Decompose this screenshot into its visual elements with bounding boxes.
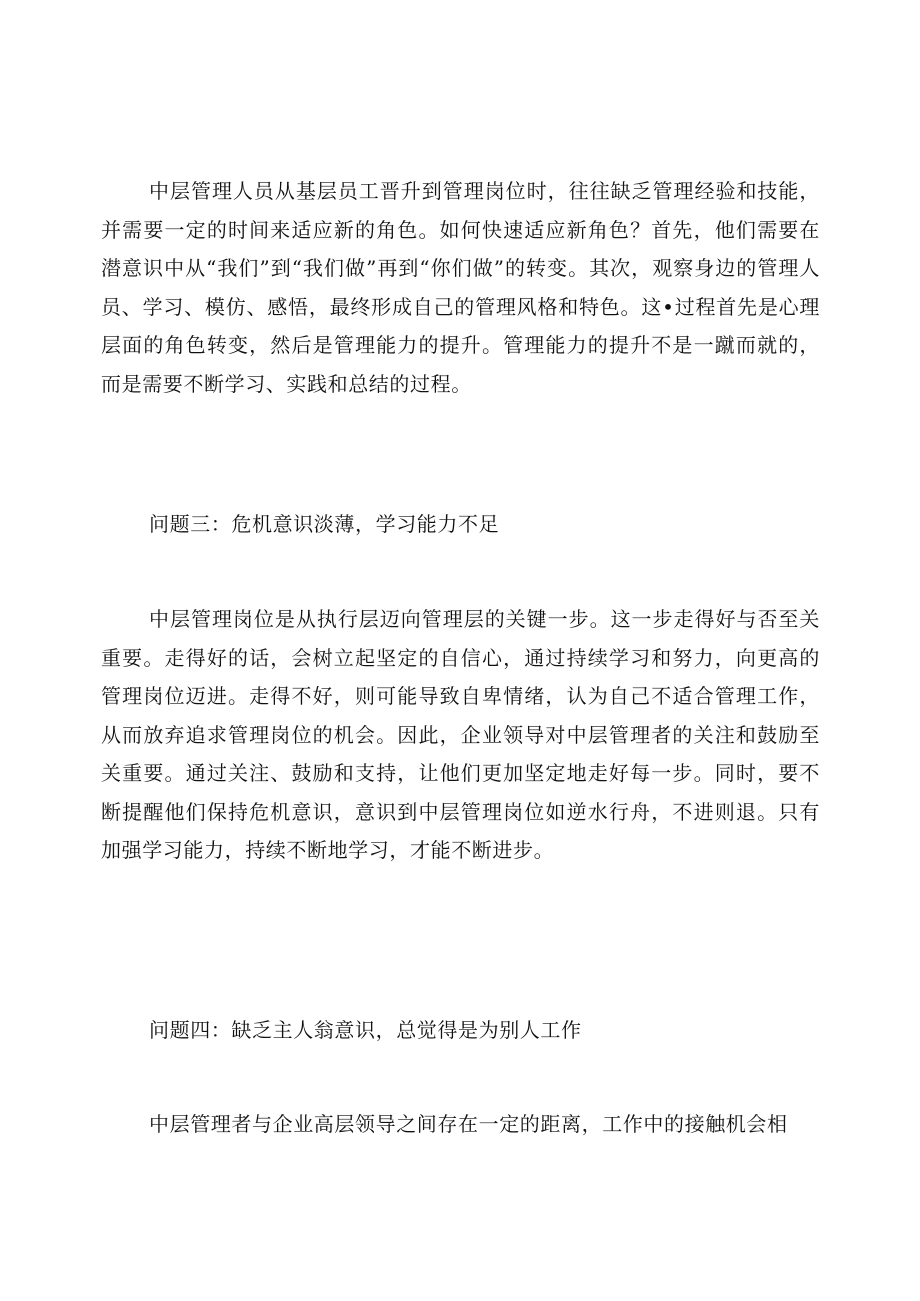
body-paragraph: 中层管理人员从基层员工晋升到管理岗位时，往往缺乏管理经验和技能，并需要一定的时间来适应新的角色。如何快速适应新角色？首先，他们需要在潜意识中从“我们”到“我们做”再到“你们做”的转变。其次，观察身边的管理人员、学习、模仿、感悟，最终形成自己的管理风格和特色。这•过程首先是心理层面的角色转变，然后是管理能力的提升。管理能力的提升不是一蹴而就的，而是需要不断学习、实践和总结的过程。 — [101, 179, 820, 396]
section-heading: 问题四：缺乏主人翁意识，总觉得是为别人工作 — [149, 1018, 582, 1042]
body-paragraph: 中层管理岗位是从执行层迈向管理层的关键一步。这一步走得好与否至关重要。走得好的话，会树立起坚定的自信心，通过持续学习和努力，向更高的管理岗位迈进。走得不好，则可能导致自卑情绪，认为自己不适合管理工作，从而放弃追求管理岗位的机会。因此，企业领导对中层管理者的关注和鼓励至关重要。通过关注、鼓励和支持，让他们更加坚定地走好每一步。同时，要不断提醒他们保持危机意识，意识到中层管理岗位如逆水行舟，不进则退。只有加强学习能力，持续不断地学习，才能不断进步。 — [101, 607, 820, 862]
body-paragraph: 中层管理者与企业高层领导之间存在一定的距离，工作中的接触机会相 — [149, 1112, 788, 1136]
section-heading: 问题三：危机意识淡薄，学习能力不足 — [149, 512, 500, 536]
